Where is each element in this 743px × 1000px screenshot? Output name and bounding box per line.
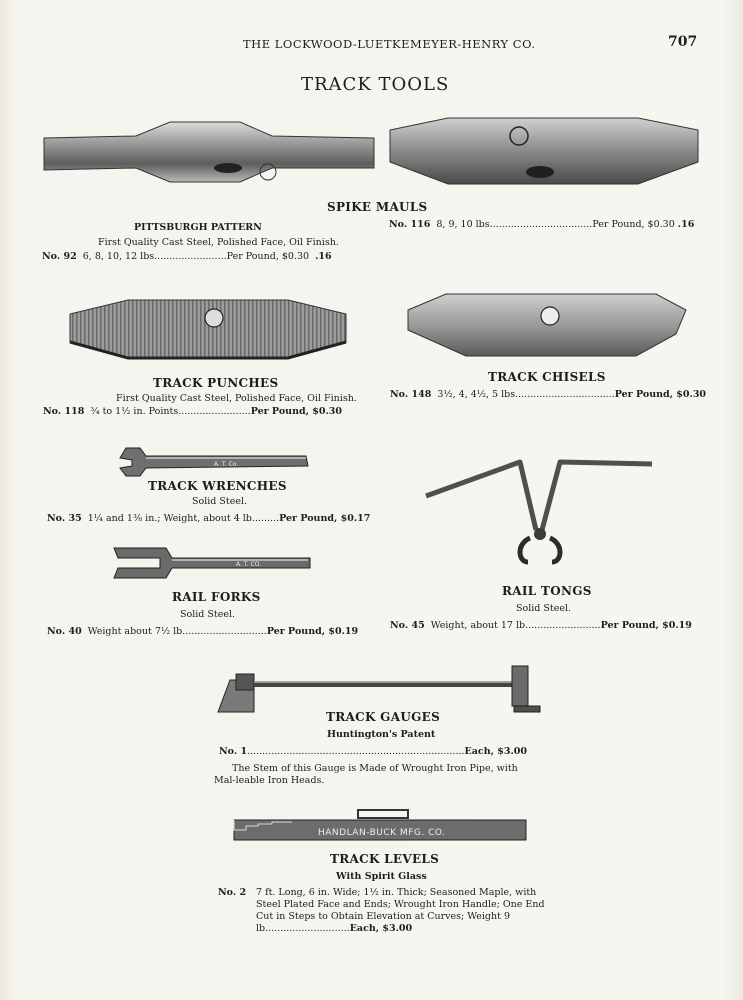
track-wrenches-caption: TRACK WRENCHES [148, 479, 287, 493]
track-punch-118-line [43, 406, 342, 417]
track-chisel-image [406, 290, 688, 358]
item-spec: 1¼ and 1⅜ in.; Weight, about 4 lb [87, 513, 252, 524]
track-gauge-1-line [219, 746, 527, 757]
spike-mauls-caption: SPIKE MAULS [327, 200, 428, 214]
track-chisels-caption: TRACK CHISELS [488, 370, 606, 384]
track-wrench-image [106, 446, 310, 478]
item-number: No. 1 [219, 746, 248, 757]
item-spec: 6, 8, 10, 12 lbs [82, 251, 155, 262]
track-punch-image [68, 296, 348, 362]
rail-fork-40-line [47, 626, 358, 637]
rail-tongs-45-line [390, 620, 692, 631]
track-punches-desc: First Quality Cast Steel, Polished Face, Oil Finish. [116, 393, 357, 404]
rail-tongs-desc: Solid Steel. [516, 603, 572, 614]
leader-dots: ................................. [515, 389, 615, 400]
item-price: Per Pound, $0.19 [266, 626, 359, 637]
leader-dots: ........................ [154, 251, 227, 262]
item-number: No. 35 [47, 513, 82, 524]
spike-maul-116-line [389, 219, 694, 230]
item-number: No. 116 [389, 219, 431, 230]
leader-dots: ........................................................................ [247, 746, 465, 757]
track-wrench-35-line [47, 513, 370, 524]
page-number: 707 [668, 34, 698, 50]
item-spec: 8, 9, 10 lbs [436, 219, 490, 230]
track-level-desc [256, 887, 548, 935]
item-number: No. 118 [43, 406, 85, 417]
item-spec: Weight, about 17 lb [430, 620, 526, 631]
pittsburgh-maul-image [40, 118, 380, 186]
item-number: No. 92 [42, 251, 77, 262]
track-punches-caption: TRACK PUNCHES [153, 376, 279, 390]
level-stamp: HANDLAN-BUCK MFG. CO. [318, 828, 446, 838]
item-price: Per Pound, $0.30 [614, 389, 707, 400]
item-price: Each, $3.00 [464, 746, 527, 757]
track-gauge-note: The Stem of this Gauge is Made of Wrought Iron Pipe, with Mal-leable Iron Heads. [214, 763, 518, 786]
pittsburgh-desc: First Quality Cast Steel, Polished Face, Oil Finish. [98, 237, 339, 248]
rail-fork-image [110, 546, 312, 580]
item-spec: 7 ft. Long, 6 in. Wide; 1½ in. Thick; Seasoned Maple, with Steel Plated Face and Ends; Wrought Iron Handle; One End Cut in Steps to Obtain Elevation at Curves; Weight 9 lb [256, 887, 545, 934]
item-number: No. 45 [390, 620, 425, 631]
item-number: No. 2 [218, 887, 247, 898]
wrench-stamp: A. T. Co. [214, 461, 239, 468]
track-gauges-caption: TRACK GAUGES [326, 710, 441, 724]
page-title: TRACK TOOLS [301, 74, 450, 95]
item-spec: ¾ to 1½ in. Points [90, 406, 179, 417]
item-price-label [279, 513, 370, 524]
leader-dots: .................................. [489, 219, 593, 230]
rail-tongs-image [424, 454, 656, 572]
pittsburgh-heading: PITTSBURGH PATTERN [134, 222, 262, 233]
track-levels-sub: With Spirit Glass [336, 871, 427, 882]
item-price: Per Pound, $0.17 [279, 513, 371, 524]
rail-forks-desc: Solid Steel. [180, 609, 236, 620]
item-extra: .16 [315, 251, 332, 262]
item-price: Per Pound, $0.30 [592, 219, 675, 230]
track-level-image [232, 808, 528, 844]
rail-forks-caption: RAIL FORKS [172, 590, 261, 604]
item-spec: Weight about 7½ lb [87, 626, 183, 637]
item-extra: .16 [677, 219, 695, 230]
leader-dots: ......................... [525, 620, 601, 631]
company-header: THE LOCKWOOD-LUETKEMEYER-HENRY CO. [243, 37, 536, 51]
leader-dots: ............................ [265, 923, 350, 934]
leader-dots: ............................ [182, 626, 267, 637]
pittsburgh-92-line [42, 251, 332, 262]
track-wrenches-desc: Solid Steel. [192, 496, 248, 507]
item-spec: 3½, 4, 4½, 5 lbs [437, 389, 516, 400]
item-number: No. 148 [390, 389, 432, 400]
fork-stamp: A. T. CO. [236, 561, 262, 568]
track-gauges-sub: Huntington's Patent [327, 729, 436, 740]
item-number: No. 40 [47, 626, 82, 637]
spike-maul-116-image [388, 112, 700, 187]
leader-dots: ......... [251, 513, 280, 524]
item-price: Each, $3.00 [349, 923, 413, 934]
rail-tongs-caption: RAIL TONGS [502, 584, 592, 598]
track-gauge-image [214, 660, 544, 716]
leader-dots: ........................ [178, 406, 251, 417]
item-price: Per Pound, $0.19 [600, 620, 692, 631]
track-levels-caption: TRACK LEVELS [330, 852, 440, 866]
track-chisel-148-line [390, 389, 706, 400]
item-price: Per Pound, $0.30 [226, 251, 310, 262]
item-price: Per Pound, $0.30 [250, 406, 342, 417]
